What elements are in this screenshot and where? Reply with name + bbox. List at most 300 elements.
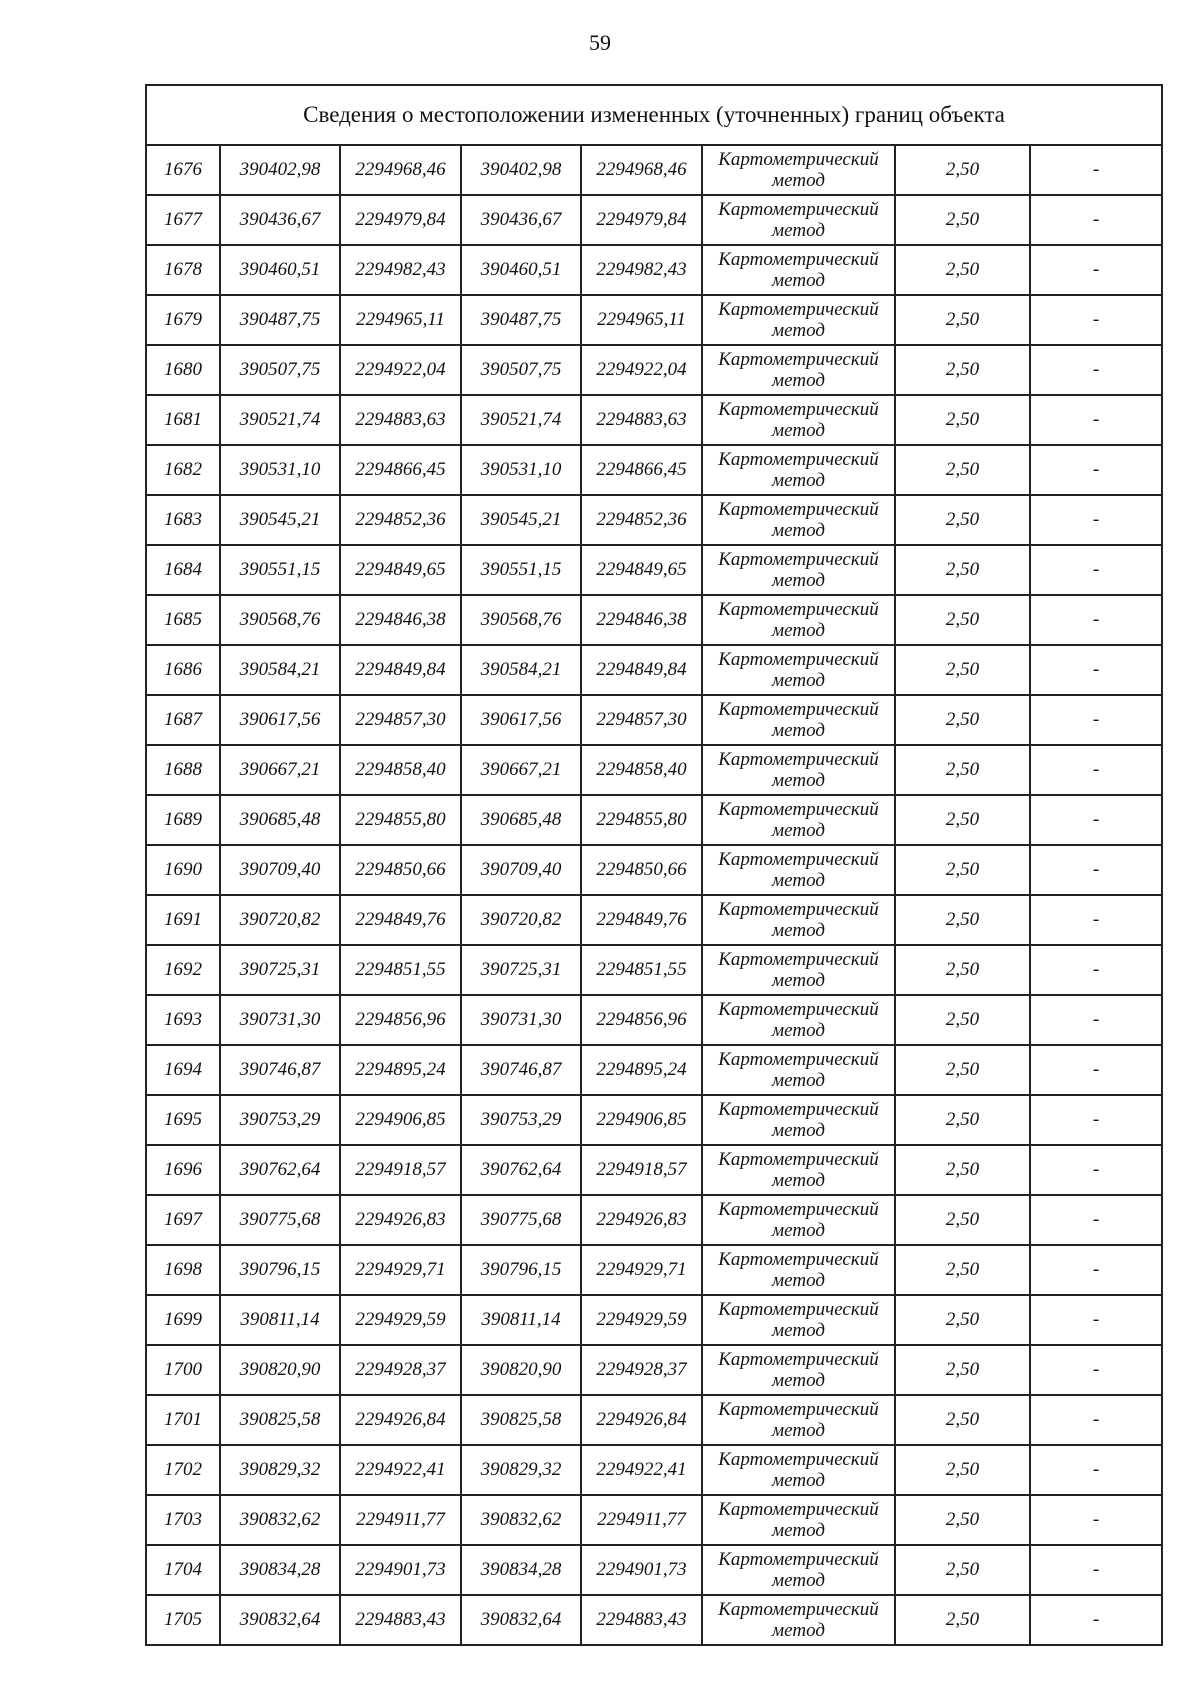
description-cell: - bbox=[1030, 445, 1162, 495]
y-existing-cell: 2294849,65 bbox=[340, 545, 461, 595]
method-line-2: метод bbox=[772, 670, 825, 691]
method-line-2: метод bbox=[772, 1120, 825, 1141]
method-line-1: Картометрический bbox=[718, 1149, 879, 1170]
method-cell bbox=[702, 395, 895, 445]
description-cell: - bbox=[1030, 395, 1162, 445]
description-cell: - bbox=[1030, 645, 1162, 695]
method-line-1: Картометрический bbox=[718, 1249, 879, 1270]
method-line-1: Картометрический bbox=[718, 149, 879, 170]
y-new-cell: 2294929,59 bbox=[581, 1295, 702, 1345]
point-number-cell: 1695 bbox=[146, 1095, 220, 1145]
accuracy-cell: 2,50 bbox=[895, 1445, 1030, 1495]
method-line-2: метод bbox=[772, 320, 825, 341]
x-existing-cell: 390725,31 bbox=[220, 945, 340, 995]
description-cell: - bbox=[1030, 245, 1162, 295]
accuracy-cell: 2,50 bbox=[895, 945, 1030, 995]
accuracy-cell: 2,50 bbox=[895, 745, 1030, 795]
table-row bbox=[146, 1195, 1162, 1245]
table-title: Сведения о местоположении измененных (уточненных) границ объекта bbox=[146, 85, 1162, 145]
table-body bbox=[146, 145, 1162, 1645]
method-line-1: Картометрический bbox=[718, 199, 879, 220]
point-number-cell: 1692 bbox=[146, 945, 220, 995]
method-line-1: Картометрический bbox=[718, 399, 879, 420]
y-existing-cell: 2294901,73 bbox=[340, 1545, 461, 1595]
accuracy-cell: 2,50 bbox=[895, 1595, 1030, 1645]
y-new-cell: 2294895,24 bbox=[581, 1045, 702, 1095]
point-number-cell: 1685 bbox=[146, 595, 220, 645]
x-existing-cell: 390811,14 bbox=[220, 1295, 340, 1345]
y-new-cell: 2294857,30 bbox=[581, 695, 702, 745]
x-existing-cell: 390709,40 bbox=[220, 845, 340, 895]
method-line-1: Картометрический bbox=[718, 749, 879, 770]
x-new-cell: 390811,14 bbox=[461, 1295, 581, 1345]
x-existing-cell: 390832,64 bbox=[220, 1595, 340, 1645]
description-cell: - bbox=[1030, 495, 1162, 545]
accuracy-cell: 2,50 bbox=[895, 1545, 1030, 1595]
x-existing-cell: 390667,21 bbox=[220, 745, 340, 795]
method-line-2: метод bbox=[772, 1020, 825, 1041]
y-new-cell: 2294846,38 bbox=[581, 595, 702, 645]
accuracy-cell: 2,50 bbox=[895, 545, 1030, 595]
description-cell: - bbox=[1030, 1245, 1162, 1295]
accuracy-cell: 2,50 bbox=[895, 645, 1030, 695]
point-number-cell: 1698 bbox=[146, 1245, 220, 1295]
y-new-cell: 2294850,66 bbox=[581, 845, 702, 895]
description-cell: - bbox=[1030, 795, 1162, 845]
x-existing-cell: 390820,90 bbox=[220, 1345, 340, 1395]
point-number-cell: 1678 bbox=[146, 245, 220, 295]
method-cell bbox=[702, 145, 895, 195]
table-row bbox=[146, 895, 1162, 945]
method-cell bbox=[702, 1195, 895, 1245]
y-existing-cell: 2294929,59 bbox=[340, 1295, 461, 1345]
y-existing-cell: 2294850,66 bbox=[340, 845, 461, 895]
point-number-cell: 1693 bbox=[146, 995, 220, 1045]
method-line-2: метод bbox=[772, 570, 825, 591]
x-new-cell: 390685,48 bbox=[461, 795, 581, 845]
method-line-1: Картометрический bbox=[718, 699, 879, 720]
method-line-2: метод bbox=[772, 170, 825, 191]
table-row bbox=[146, 845, 1162, 895]
point-number-cell: 1703 bbox=[146, 1495, 220, 1545]
method-cell bbox=[702, 1445, 895, 1495]
point-number-cell: 1677 bbox=[146, 195, 220, 245]
x-new-cell: 390460,51 bbox=[461, 245, 581, 295]
x-new-cell: 390551,15 bbox=[461, 545, 581, 595]
point-number-cell: 1696 bbox=[146, 1145, 220, 1195]
method-cell bbox=[702, 245, 895, 295]
x-existing-cell: 390521,74 bbox=[220, 395, 340, 445]
y-existing-cell: 2294866,45 bbox=[340, 445, 461, 495]
y-existing-cell: 2294906,85 bbox=[340, 1095, 461, 1145]
x-new-cell: 390720,82 bbox=[461, 895, 581, 945]
method-line-1: Картометрический bbox=[718, 999, 879, 1020]
method-line-2: метод bbox=[772, 420, 825, 441]
x-existing-cell: 390551,15 bbox=[220, 545, 340, 595]
method-cell bbox=[702, 195, 895, 245]
method-cell bbox=[702, 795, 895, 845]
y-new-cell: 2294866,45 bbox=[581, 445, 702, 495]
table-row bbox=[146, 1145, 1162, 1195]
accuracy-cell: 2,50 bbox=[895, 595, 1030, 645]
method-cell bbox=[702, 1495, 895, 1545]
table-row bbox=[146, 495, 1162, 545]
accuracy-cell: 2,50 bbox=[895, 1295, 1030, 1345]
method-line-2: метод bbox=[772, 1620, 825, 1641]
y-existing-cell: 2294929,71 bbox=[340, 1245, 461, 1295]
method-line-1: Картометрический bbox=[718, 949, 879, 970]
y-new-cell: 2294883,63 bbox=[581, 395, 702, 445]
accuracy-cell: 2,50 bbox=[895, 495, 1030, 545]
description-cell: - bbox=[1030, 295, 1162, 345]
y-existing-cell: 2294852,36 bbox=[340, 495, 461, 545]
method-line-1: Картометрический bbox=[718, 649, 879, 670]
accuracy-cell: 2,50 bbox=[895, 995, 1030, 1045]
table-row bbox=[146, 1495, 1162, 1545]
description-cell: - bbox=[1030, 995, 1162, 1045]
y-existing-cell: 2294926,84 bbox=[340, 1395, 461, 1445]
x-new-cell: 390753,29 bbox=[461, 1095, 581, 1145]
y-existing-cell: 2294883,63 bbox=[340, 395, 461, 445]
y-new-cell: 2294968,46 bbox=[581, 145, 702, 195]
y-new-cell: 2294855,80 bbox=[581, 795, 702, 845]
point-number-cell: 1676 bbox=[146, 145, 220, 195]
description-cell: - bbox=[1030, 145, 1162, 195]
y-new-cell: 2294911,77 bbox=[581, 1495, 702, 1545]
table-row bbox=[146, 745, 1162, 795]
method-cell bbox=[702, 1345, 895, 1395]
method-line-2: метод bbox=[772, 220, 825, 241]
method-cell bbox=[702, 345, 895, 395]
page-number: 59 bbox=[589, 30, 611, 55]
x-new-cell: 390568,76 bbox=[461, 595, 581, 645]
method-line-2: метод bbox=[772, 1170, 825, 1191]
table-row bbox=[146, 145, 1162, 195]
method-cell bbox=[702, 495, 895, 545]
x-new-cell: 390507,75 bbox=[461, 345, 581, 395]
point-number-cell: 1702 bbox=[146, 1445, 220, 1495]
point-number-cell: 1699 bbox=[146, 1295, 220, 1345]
method-cell bbox=[702, 445, 895, 495]
accuracy-cell: 2,50 bbox=[895, 1145, 1030, 1195]
x-existing-cell: 390402,98 bbox=[220, 145, 340, 195]
point-number-cell: 1682 bbox=[146, 445, 220, 495]
x-new-cell: 390667,21 bbox=[461, 745, 581, 795]
method-line-2: метод bbox=[772, 1270, 825, 1291]
method-cell bbox=[702, 295, 895, 345]
x-new-cell: 390487,75 bbox=[461, 295, 581, 345]
x-existing-cell: 390746,87 bbox=[220, 1045, 340, 1095]
description-cell: - bbox=[1030, 545, 1162, 595]
method-line-1: Картометрический bbox=[718, 799, 879, 820]
table-title-row bbox=[146, 85, 1162, 145]
method-line-2: метод bbox=[772, 520, 825, 541]
y-existing-cell: 2294918,57 bbox=[340, 1145, 461, 1195]
y-new-cell: 2294922,41 bbox=[581, 1445, 702, 1495]
x-new-cell: 390796,15 bbox=[461, 1245, 581, 1295]
table-row bbox=[146, 545, 1162, 595]
description-cell: - bbox=[1030, 1495, 1162, 1545]
x-existing-cell: 390825,58 bbox=[220, 1395, 340, 1445]
x-new-cell: 390762,64 bbox=[461, 1145, 581, 1195]
y-new-cell: 2294928,37 bbox=[581, 1345, 702, 1395]
table-row bbox=[146, 295, 1162, 345]
description-cell: - bbox=[1030, 845, 1162, 895]
method-line-1: Картометрический bbox=[718, 1049, 879, 1070]
y-new-cell: 2294851,55 bbox=[581, 945, 702, 995]
y-existing-cell: 2294982,43 bbox=[340, 245, 461, 295]
point-number-cell: 1681 bbox=[146, 395, 220, 445]
method-cell bbox=[702, 1045, 895, 1095]
x-existing-cell: 390796,15 bbox=[220, 1245, 340, 1295]
table-row bbox=[146, 1545, 1162, 1595]
method-line-2: метод bbox=[772, 1420, 825, 1441]
method-cell bbox=[702, 645, 895, 695]
y-existing-cell: 2294883,43 bbox=[340, 1595, 461, 1645]
method-line-2: метод bbox=[772, 920, 825, 941]
table-row bbox=[146, 245, 1162, 295]
point-number-cell: 1683 bbox=[146, 495, 220, 545]
description-cell: - bbox=[1030, 1345, 1162, 1395]
y-new-cell: 2294926,83 bbox=[581, 1195, 702, 1245]
method-line-1: Картометрический bbox=[718, 349, 879, 370]
method-line-2: метод bbox=[772, 1220, 825, 1241]
accuracy-cell: 2,50 bbox=[895, 395, 1030, 445]
x-new-cell: 390521,74 bbox=[461, 395, 581, 445]
method-cell bbox=[702, 545, 895, 595]
table-row bbox=[146, 695, 1162, 745]
y-existing-cell: 2294857,30 bbox=[340, 695, 461, 745]
x-new-cell: 390436,67 bbox=[461, 195, 581, 245]
method-line-2: метод bbox=[772, 1370, 825, 1391]
y-existing-cell: 2294965,11 bbox=[340, 295, 461, 345]
point-number-cell: 1697 bbox=[146, 1195, 220, 1245]
y-new-cell: 2294922,04 bbox=[581, 345, 702, 395]
method-line-2: метод bbox=[772, 1570, 825, 1591]
y-existing-cell: 2294922,41 bbox=[340, 1445, 461, 1495]
x-new-cell: 390709,40 bbox=[461, 845, 581, 895]
x-existing-cell: 390584,21 bbox=[220, 645, 340, 695]
table-row bbox=[146, 1395, 1162, 1445]
point-number-cell: 1688 bbox=[146, 745, 220, 795]
x-new-cell: 390832,64 bbox=[461, 1595, 581, 1645]
table-row bbox=[146, 795, 1162, 845]
x-existing-cell: 390762,64 bbox=[220, 1145, 340, 1195]
method-line-1: Картометрический bbox=[718, 249, 879, 270]
point-number-cell: 1691 bbox=[146, 895, 220, 945]
x-existing-cell: 390829,32 bbox=[220, 1445, 340, 1495]
accuracy-cell: 2,50 bbox=[895, 1345, 1030, 1395]
y-existing-cell: 2294922,04 bbox=[340, 345, 461, 395]
table-row bbox=[146, 445, 1162, 495]
description-cell: - bbox=[1030, 1395, 1162, 1445]
x-existing-cell: 390436,67 bbox=[220, 195, 340, 245]
accuracy-cell: 2,50 bbox=[895, 695, 1030, 745]
method-line-2: метод bbox=[772, 820, 825, 841]
accuracy-cell: 2,50 bbox=[895, 1045, 1030, 1095]
description-cell: - bbox=[1030, 695, 1162, 745]
description-cell: - bbox=[1030, 1445, 1162, 1495]
accuracy-cell: 2,50 bbox=[895, 295, 1030, 345]
point-number-cell: 1686 bbox=[146, 645, 220, 695]
point-number-cell: 1701 bbox=[146, 1395, 220, 1445]
method-cell bbox=[702, 1245, 895, 1295]
x-existing-cell: 390832,62 bbox=[220, 1495, 340, 1545]
accuracy-cell: 2,50 bbox=[895, 895, 1030, 945]
method-line-1: Картометрический bbox=[718, 1199, 879, 1220]
table-row bbox=[146, 645, 1162, 695]
y-existing-cell: 2294911,77 bbox=[340, 1495, 461, 1545]
method-cell bbox=[702, 1295, 895, 1345]
table-row bbox=[146, 395, 1162, 445]
method-line-1: Картометрический bbox=[718, 849, 879, 870]
method-line-2: метод bbox=[772, 870, 825, 891]
y-existing-cell: 2294851,55 bbox=[340, 945, 461, 995]
x-existing-cell: 390545,21 bbox=[220, 495, 340, 545]
accuracy-cell: 2,50 bbox=[895, 345, 1030, 395]
table-row bbox=[146, 1045, 1162, 1095]
y-new-cell: 2294852,36 bbox=[581, 495, 702, 545]
description-cell: - bbox=[1030, 1145, 1162, 1195]
method-line-1: Картометрический bbox=[718, 1299, 879, 1320]
method-cell bbox=[702, 695, 895, 745]
method-line-1: Картометрический bbox=[718, 599, 879, 620]
accuracy-cell: 2,50 bbox=[895, 245, 1030, 295]
description-cell: - bbox=[1030, 1595, 1162, 1645]
accuracy-cell: 2,50 bbox=[895, 845, 1030, 895]
x-existing-cell: 390568,76 bbox=[220, 595, 340, 645]
point-number-cell: 1684 bbox=[146, 545, 220, 595]
x-new-cell: 390617,56 bbox=[461, 695, 581, 745]
table-row bbox=[146, 1345, 1162, 1395]
x-new-cell: 390834,28 bbox=[461, 1545, 581, 1595]
x-existing-cell: 390531,10 bbox=[220, 445, 340, 495]
method-line-2: метод bbox=[772, 1070, 825, 1091]
description-cell: - bbox=[1030, 1545, 1162, 1595]
y-new-cell: 2294858,40 bbox=[581, 745, 702, 795]
y-existing-cell: 2294926,83 bbox=[340, 1195, 461, 1245]
method-line-1: Картометрический bbox=[718, 1449, 879, 1470]
x-new-cell: 390545,21 bbox=[461, 495, 581, 545]
method-line-2: метод bbox=[772, 620, 825, 641]
method-line-2: метод bbox=[772, 270, 825, 291]
table-row bbox=[146, 195, 1162, 245]
method-line-1: Картометрический bbox=[718, 299, 879, 320]
method-cell bbox=[702, 1395, 895, 1445]
method-line-1: Картометрический bbox=[718, 1499, 879, 1520]
point-number-cell: 1694 bbox=[146, 1045, 220, 1095]
accuracy-cell: 2,50 bbox=[895, 145, 1030, 195]
method-line-2: метод bbox=[772, 370, 825, 391]
description-cell: - bbox=[1030, 195, 1162, 245]
method-cell bbox=[702, 1095, 895, 1145]
x-existing-cell: 390753,29 bbox=[220, 1095, 340, 1145]
method-line-1: Картометрический bbox=[718, 499, 879, 520]
y-new-cell: 2294979,84 bbox=[581, 195, 702, 245]
accuracy-cell: 2,50 bbox=[895, 1195, 1030, 1245]
description-cell: - bbox=[1030, 745, 1162, 795]
y-new-cell: 2294929,71 bbox=[581, 1245, 702, 1295]
y-existing-cell: 2294849,84 bbox=[340, 645, 461, 695]
accuracy-cell: 2,50 bbox=[895, 795, 1030, 845]
method-line-1: Картометрический bbox=[718, 1099, 879, 1120]
y-new-cell: 2294883,43 bbox=[581, 1595, 702, 1645]
method-line-1: Картометрический bbox=[718, 1549, 879, 1570]
table-row bbox=[146, 595, 1162, 645]
y-existing-cell: 2294858,40 bbox=[340, 745, 461, 795]
description-cell: - bbox=[1030, 1195, 1162, 1245]
point-number-cell: 1687 bbox=[146, 695, 220, 745]
method-line-1: Картометрический bbox=[718, 899, 879, 920]
method-cell bbox=[702, 1145, 895, 1195]
coordinates-table bbox=[145, 84, 1163, 1646]
x-existing-cell: 390720,82 bbox=[220, 895, 340, 945]
y-new-cell: 2294849,76 bbox=[581, 895, 702, 945]
description-cell: - bbox=[1030, 595, 1162, 645]
y-new-cell: 2294965,11 bbox=[581, 295, 702, 345]
point-number-cell: 1690 bbox=[146, 845, 220, 895]
y-new-cell: 2294982,43 bbox=[581, 245, 702, 295]
method-line-1: Картометрический bbox=[718, 549, 879, 570]
method-line-1: Картометрический bbox=[718, 1349, 879, 1370]
x-new-cell: 390584,21 bbox=[461, 645, 581, 695]
x-existing-cell: 390617,56 bbox=[220, 695, 340, 745]
y-new-cell: 2294901,73 bbox=[581, 1545, 702, 1595]
table-row bbox=[146, 1245, 1162, 1295]
method-line-2: метод bbox=[772, 470, 825, 491]
y-new-cell: 2294849,65 bbox=[581, 545, 702, 595]
point-number-cell: 1705 bbox=[146, 1595, 220, 1645]
point-number-cell: 1689 bbox=[146, 795, 220, 845]
x-new-cell: 390731,30 bbox=[461, 995, 581, 1045]
x-new-cell: 390829,32 bbox=[461, 1445, 581, 1495]
accuracy-cell: 2,50 bbox=[895, 1095, 1030, 1145]
table-row bbox=[146, 345, 1162, 395]
accuracy-cell: 2,50 bbox=[895, 1495, 1030, 1545]
method-cell bbox=[702, 995, 895, 1045]
x-new-cell: 390820,90 bbox=[461, 1345, 581, 1395]
y-new-cell: 2294849,84 bbox=[581, 645, 702, 695]
table-row bbox=[146, 1295, 1162, 1345]
method-line-2: метод bbox=[772, 720, 825, 741]
point-number-cell: 1704 bbox=[146, 1545, 220, 1595]
point-number-cell: 1700 bbox=[146, 1345, 220, 1395]
table-row bbox=[146, 1595, 1162, 1645]
method-line-2: метод bbox=[772, 1320, 825, 1341]
x-existing-cell: 390507,75 bbox=[220, 345, 340, 395]
y-existing-cell: 2294849,76 bbox=[340, 895, 461, 945]
description-cell: - bbox=[1030, 1095, 1162, 1145]
method-line-2: метод bbox=[772, 770, 825, 791]
y-existing-cell: 2294928,37 bbox=[340, 1345, 461, 1395]
x-existing-cell: 390775,68 bbox=[220, 1195, 340, 1245]
x-existing-cell: 390487,75 bbox=[220, 295, 340, 345]
x-new-cell: 390775,68 bbox=[461, 1195, 581, 1245]
x-existing-cell: 390685,48 bbox=[220, 795, 340, 845]
method-line-2: метод bbox=[772, 1520, 825, 1541]
y-existing-cell: 2294856,96 bbox=[340, 995, 461, 1045]
y-new-cell: 2294918,57 bbox=[581, 1145, 702, 1195]
x-new-cell: 390746,87 bbox=[461, 1045, 581, 1095]
x-existing-cell: 390731,30 bbox=[220, 995, 340, 1045]
method-cell bbox=[702, 845, 895, 895]
table-row bbox=[146, 995, 1162, 1045]
x-new-cell: 390531,10 bbox=[461, 445, 581, 495]
description-cell: - bbox=[1030, 945, 1162, 995]
method-cell bbox=[702, 1595, 895, 1645]
x-new-cell: 390402,98 bbox=[461, 145, 581, 195]
y-existing-cell: 2294895,24 bbox=[340, 1045, 461, 1095]
